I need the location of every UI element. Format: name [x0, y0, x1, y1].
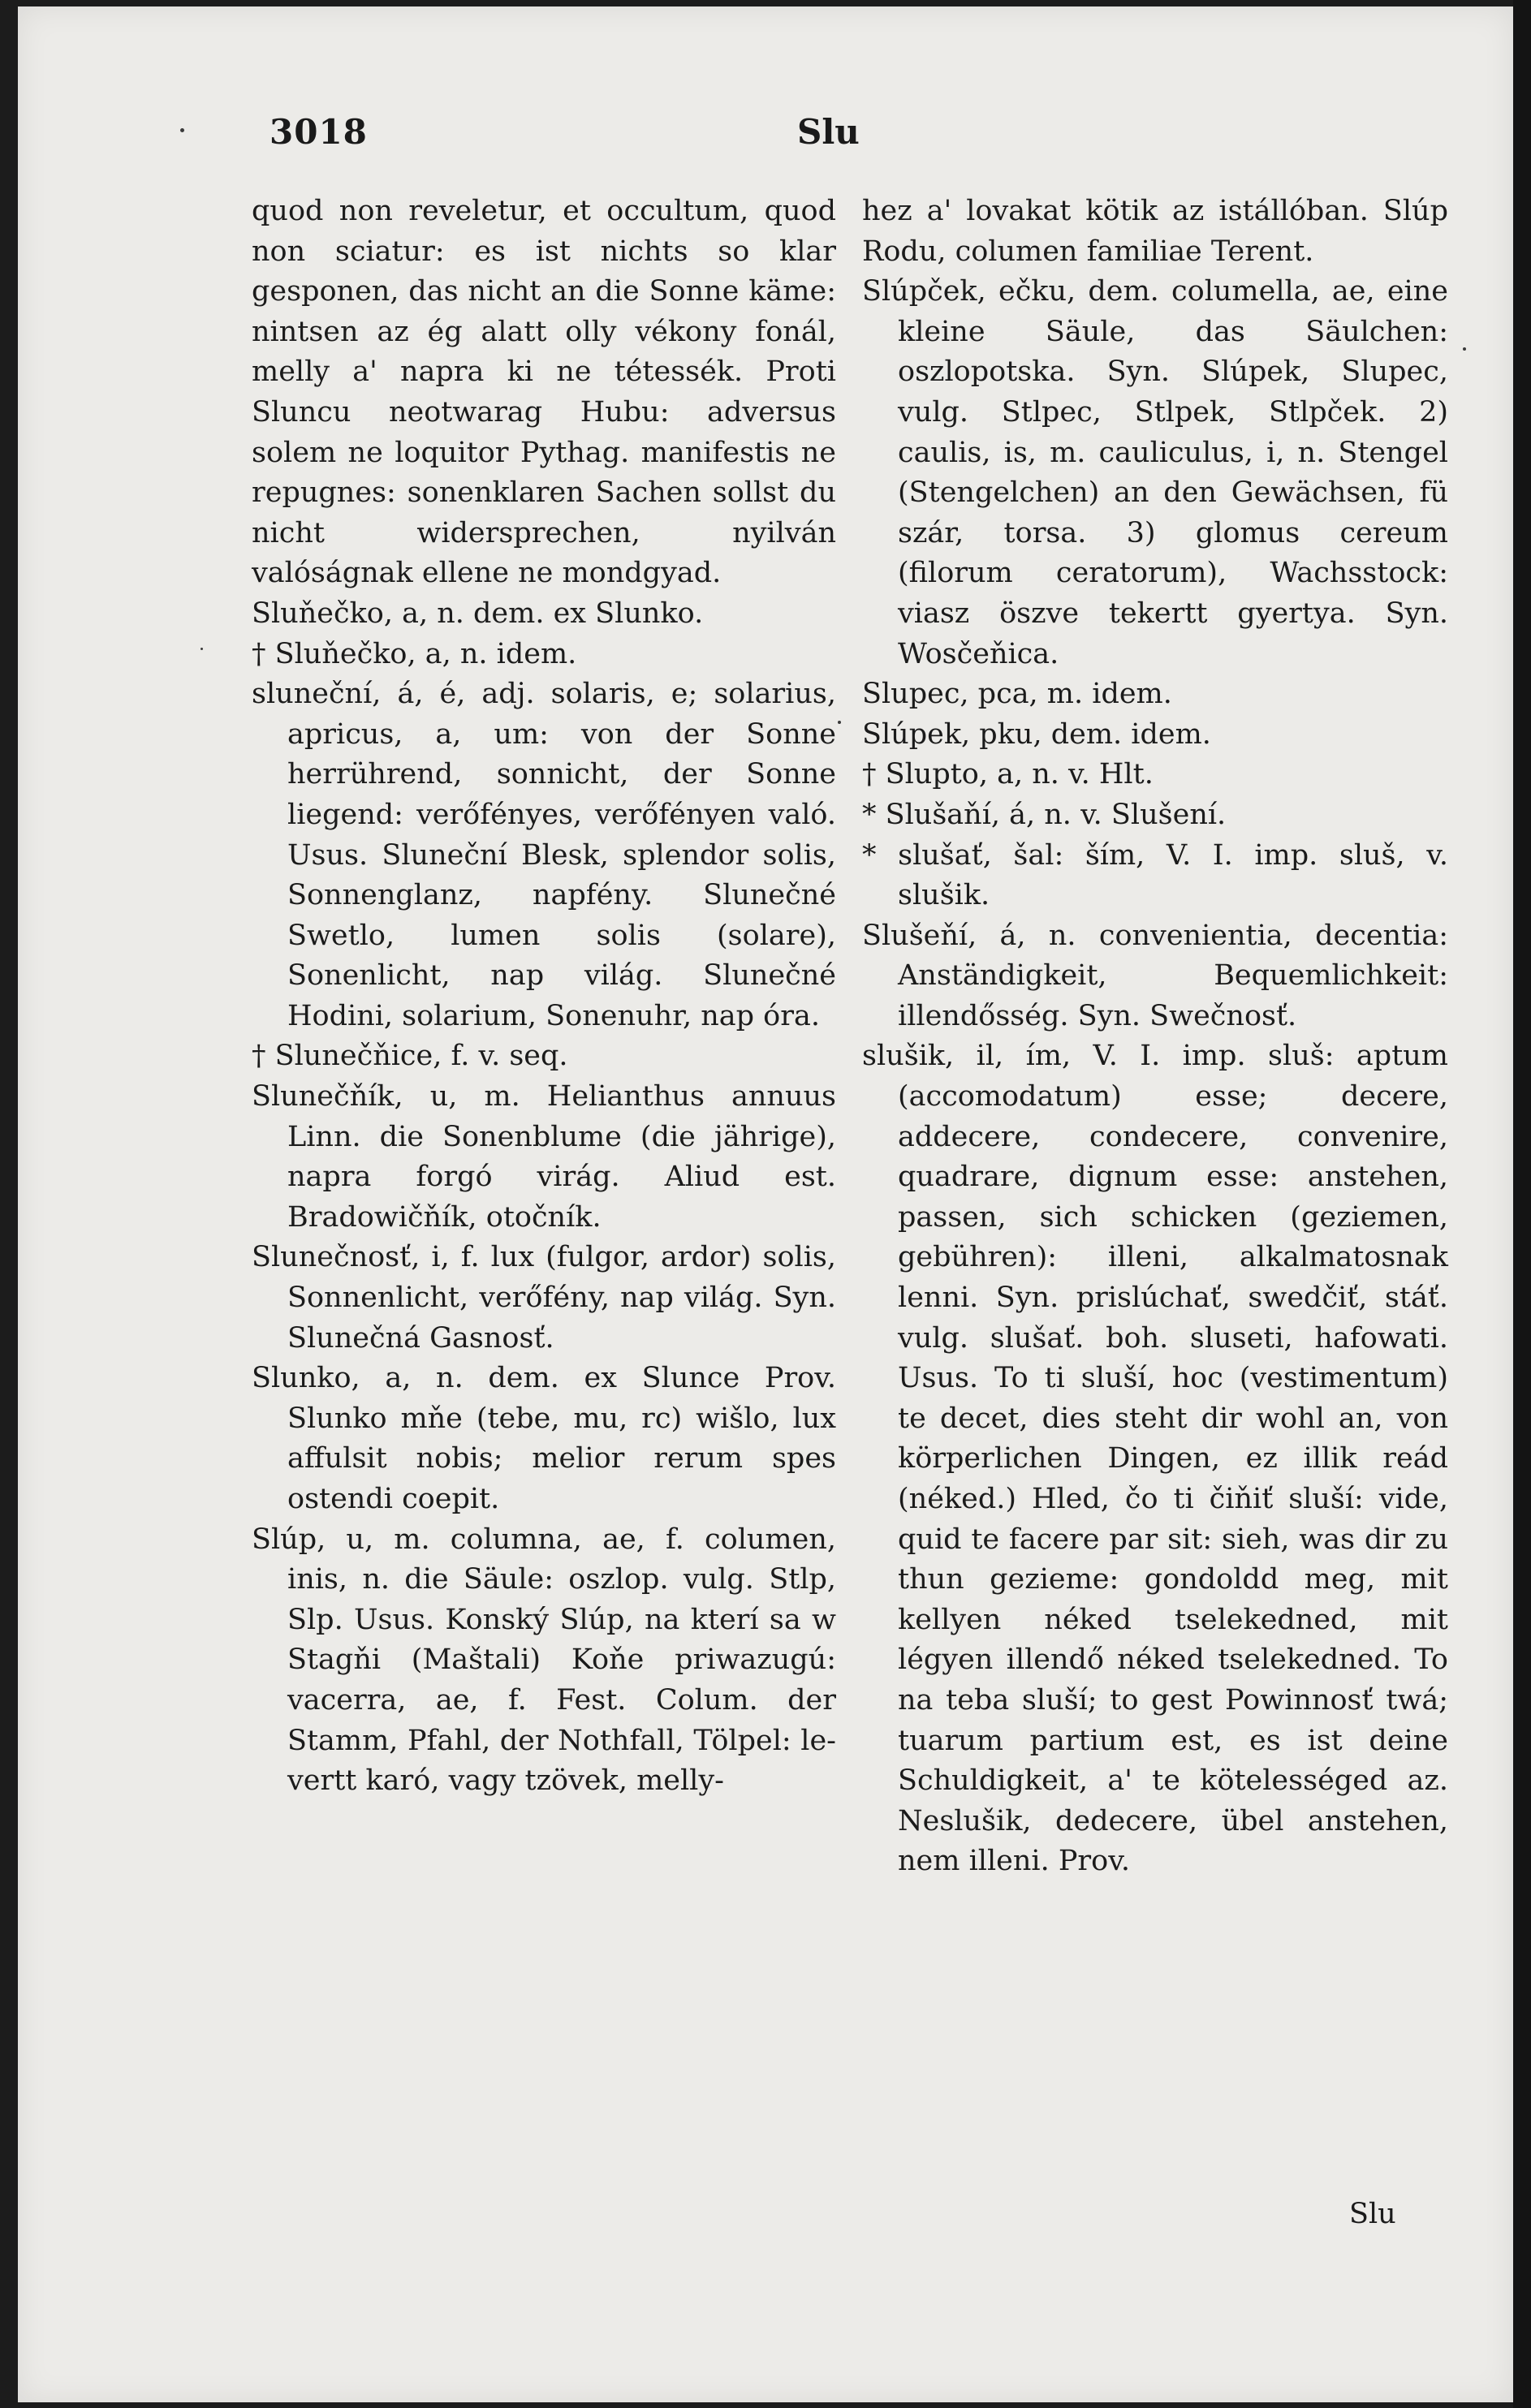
dictionary-entry: Slúp, u, m. columna, ae, f. columen, inis, n. die Säule: oszlop. vulg. Stlp, Slp. Usus. Konský Slúp, na kterí sa w Stagňi (Maštali) Koňe priwazugú: vacerra, ae, f. Fest. Colum. der Stamm, Pfahl, der Nothfall, Tölpel: le-vertt karó, vagy tzövek, melly-	[252, 1523, 836, 1798]
dictionary-entry: Slúpček, ečku, dem. columella, ae, eine kleine Säule, das Säulchen: oszlopotska. Syn. Slúpek, Slupec, vulg. Stlpec, Stlpek, Stlpček. 2) caulis, is, m. cauliculus, i, n. Stengel (Stengelchen) an den Gewächsen, fü szár, torsa. 3) glomus cereum (filorum ceratorum), Wachsstock: viasz öszve tekertt gyertya. Syn. Wosčeňica.	[862, 275, 1448, 670]
left-column	[252, 192, 836, 1802]
running-head: Slu	[797, 112, 860, 152]
right-column	[862, 192, 1448, 1882]
dictionary-entry: Slúpek, pku, dem. idem.	[862, 717, 1211, 751]
scan-speck	[180, 128, 184, 132]
dictionary-entry: Slupec, pca, m. idem.	[862, 678, 1172, 711]
scan-speck	[1463, 347, 1466, 351]
dictionary-entry: Slunečňík, u, m. Helianthus annuus Linn. die Sonenblume (die jährige), napra forgó virág. Aliud est. Bradowičňík, otočník.	[252, 1080, 836, 1234]
dictionary-entry: † Sluňečko, a, n. idem.	[252, 637, 577, 670]
scan-dark-edge	[1513, 0, 1531, 2408]
dictionary-entry: Slunečnosť, i, f. lux (fulgor, ardor) solis, Sonnenlicht, verőfény, nap világ. Syn. Slunečná Gasnosť.	[252, 1241, 836, 1355]
dictionary-entry: sluneční, á, é, adj. solaris, e; solarius, apricus, a, um: von der Sonne herrührend, sonnicht, der Sonne liegend: verőfényes, verőfényen való. Usus. Sluneční Blesk, splendor solis, Sonnenglanz, napfény. Slunečné Swetlo, lumen solis (solare), Sonenlicht, nap világ. Slunečné Hodini, solarium, Sonenuhr, nap óra.	[252, 678, 836, 1032]
dictionary-entry: * Slušaňí, á, n. v. Slušení.	[862, 798, 1227, 831]
catchword: Slu	[1349, 2198, 1396, 2230]
scan-speck	[838, 721, 841, 724]
dictionary-entry: Slušeňí, á, n. convenientia, decentia: Anständigkeit, Bequemlichkeit: illendősség. Syn. Swečnosť.	[862, 919, 1448, 1032]
entry-continuation: hez a' lovakat kötik az istállóban. Slúp Rodu, columen familiae Terent.	[862, 195, 1448, 268]
dictionary-entry: † Slunečňice, f. v. seq.	[252, 1040, 568, 1073]
dictionary-entry: slušik, il, ím, V. I. imp. sluš: aptum (accomodatum) esse; decere, addecere, condecere, convenire, quadrare, dignum esse: anstehen, passen, sich schicken (geziemen, gebühren): illeni, alkalmatosnak lenni. Syn. prislúchať, swedčiť, stáť. vulg. slušať. boh. sluseti, hafowati. Usus. To ti sluší, hoc (vestimentum) te decet, dies steht dir wohl an, von körperlichen Dingen, ez illik reád (néked.) Hled, čo ti čiňiť sluší: vide, quid te facere par sit: sieh, was dir zu thun gezieme: gondoldd meg, mit kellyen néked tselekedned, mit légyen illendő néked tselekedned. To na teba sluší; to gest Powinnosť twá; tuarum partium est, es ist deine Schuldigkeit, a' te kötelességed az. Neslušik, dedecere, übel anstehen, nem illeni. Prov.	[862, 1040, 1448, 1878]
page-number: 3018	[270, 112, 368, 152]
dictionary-entry: Slunko, a, n. dem. ex Slunce Prov. Slunko mňe (tebe, mu, rc) wišlo, lux affulsit nobis; melior rerum spes ostendi coepit.	[252, 1362, 836, 1515]
entry-continuation: quod non reveletur, et occultum, quod non sciatur: es ist nichts so klar gesponen, das nicht an die Sonne käme: nintsen az ég alatt olly vékony fonál, melly a' napra ki ne tétessék. Proti Sluncu neotwarag Hubu: adversus solem ne loquitor Pythag. manifestis ne repugnes: sonenklaren Sachen sollst du nicht widersprechen, nyilván valóságnak ellene ne mondgyad.	[252, 195, 836, 590]
dictionary-entry: Sluňečko, a, n. dem. ex Slunko.	[252, 597, 704, 630]
scan-speck	[201, 648, 203, 650]
dictionary-page	[18, 6, 1513, 2402]
dictionary-entry: † Slupto, a, n. v. Hlt.	[862, 758, 1154, 791]
page-header	[18, 112, 1513, 161]
dictionary-entry: * slušať, šal: ším, V. I. imp. sluš, v. slušik.	[862, 838, 1448, 912]
